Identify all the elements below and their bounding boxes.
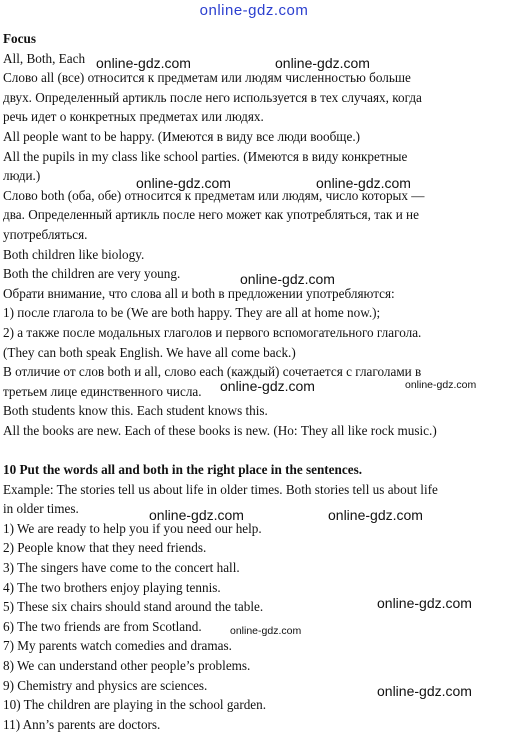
text-line: два. Определенный артикль после него может как употребляться, так и не <box>3 207 419 223</box>
watermark: online-gdz.com <box>220 378 315 394</box>
exercise-item: 2) People know that they need friends. <box>3 540 207 556</box>
example-line: Example: The stories tell us about life in older times. Both stories tell us about life <box>3 481 438 497</box>
watermark: online-gdz.com <box>149 507 244 523</box>
text-line: Слово both (оба, обе) относится к предметам или людям, число которых — <box>3 187 425 203</box>
text-line: All the pupils in my class like school parties. (Имеются в виду конкретные <box>3 148 408 164</box>
example-line: in older times. <box>3 501 79 517</box>
watermark: online-gdz.com <box>96 55 191 71</box>
section-gap <box>3 440 503 460</box>
text-line: употребляться. <box>3 226 88 242</box>
exercise-item: 10) The children are playing in the school garden. <box>3 697 267 713</box>
text-line: речь идет о конкретных предметах или людях. <box>3 109 264 125</box>
exercise-item: 6) The two friends are from Scotland. <box>3 618 202 634</box>
text-line: Both the children are very young. <box>3 266 181 282</box>
text-line: Both students know this. Each student knows this. <box>3 403 268 419</box>
exercise-item: 4) The two brothers enjoy playing tennis. <box>3 579 221 595</box>
exercise-item: 7) My parents watch comedies and dramas. <box>3 638 232 654</box>
site-header-watermark: online-gdz.com <box>199 2 309 19</box>
text-line: 1) после глагола to be (We are both happy. They are all at home now.); <box>3 305 381 321</box>
text-line: люди.) <box>3 168 41 184</box>
watermark: online-gdz.com <box>377 683 472 699</box>
exercise-title: 10 Put the words all and both in the right place in the sentences. <box>3 462 363 478</box>
text-line: (They can both speak English. We have all come back.) <box>3 344 296 360</box>
focus-subheading: All, Both, Each <box>3 50 86 66</box>
exercise-item: 5) These six chairs should stand around the table. <box>3 599 264 615</box>
watermark: online-gdz.com <box>377 595 472 611</box>
exercise-item: 8) We can understand other people’s problems. <box>3 658 251 673</box>
text-line: третьем лице единственного числа. <box>3 383 202 399</box>
watermark: online-gdz.com <box>230 625 302 637</box>
text-line: All people want to be happy. (Имеются в виду все люди вообще.) <box>3 128 361 144</box>
watermark: online-gdz.com <box>328 507 423 523</box>
exercise-item: 3) The singers have come to the concert hall. <box>3 560 240 576</box>
watermark: online-gdz.com <box>316 175 411 191</box>
exercise-item: 11) Ann’s parents are doctors. <box>3 716 161 732</box>
text-line: Слово all (все) относится к предметам или людям численностью больше <box>3 70 411 86</box>
watermark: online-gdz.com <box>405 379 477 391</box>
exercise-item: 9) Chemistry and physics are sciences. <box>3 677 208 693</box>
text-line: Обрати внимание, что слова all и both в предложении употребляются: <box>3 285 395 301</box>
watermark: online-gdz.com <box>275 55 370 71</box>
exercise-item: 1) We are ready to help you if you need our help. <box>3 520 262 536</box>
watermark: online-gdz.com <box>136 175 231 191</box>
text-line: All the books are new. Each of these books is new. (Но: They all like rock music.) <box>3 422 437 438</box>
text-line: В отличие от слов both и all, слово each (каждый) сочетается с глаголами в <box>3 364 422 380</box>
text-line: двух. Определенный артикль после него используется в тех случаях, когда <box>3 89 422 105</box>
text-line: Both children like biology. <box>3 246 145 262</box>
watermark: online-gdz.com <box>240 271 335 287</box>
text-line: 2) а также после модальных глаголов и первого вспомогательного глагола. <box>3 324 422 340</box>
focus-heading: Focus <box>3 31 36 46</box>
